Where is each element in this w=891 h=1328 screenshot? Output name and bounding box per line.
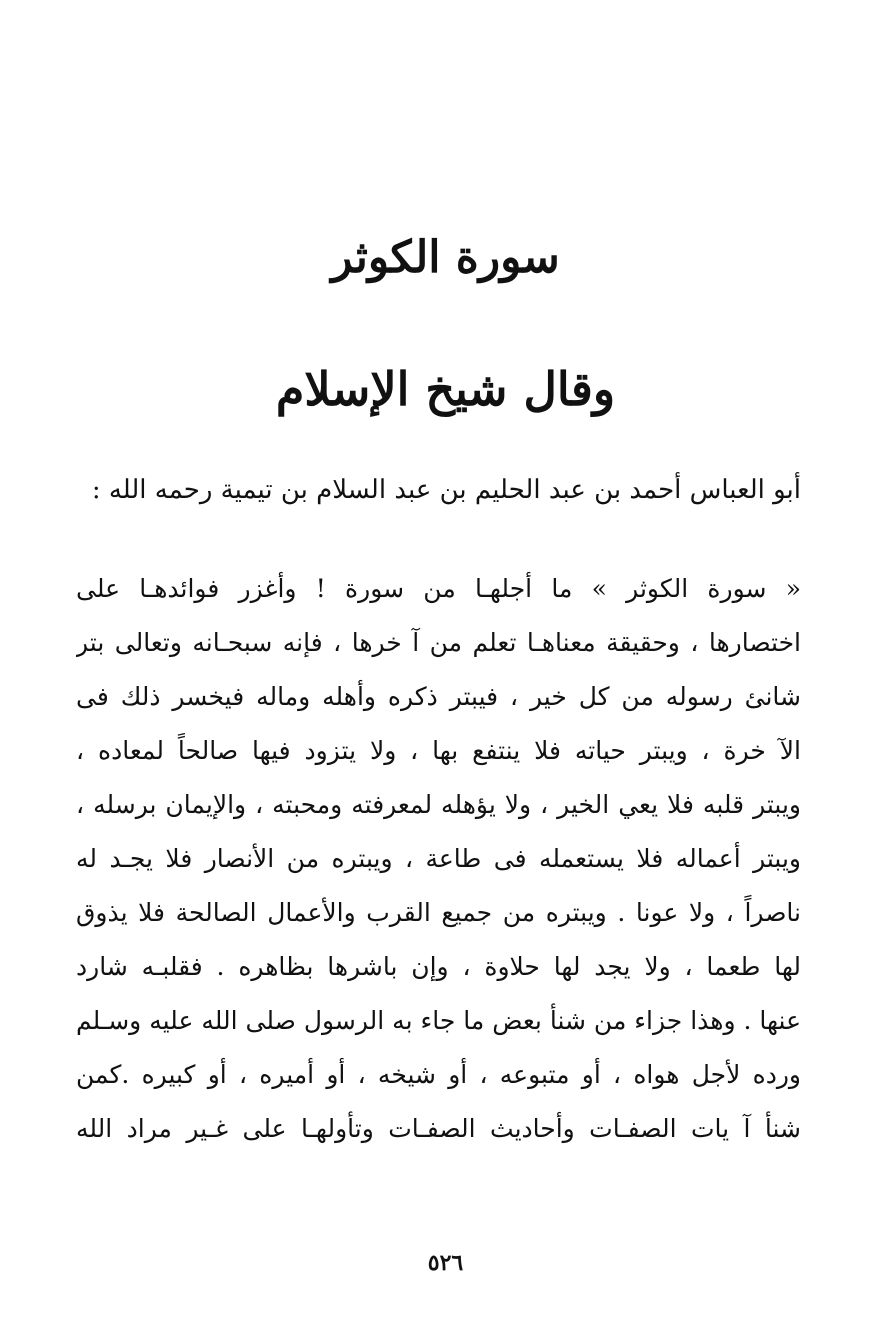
body-line: شانئ رسوله من كل خير ، فيبتر ذكره وأهله وماله فيخسر ذلك فى <box>76 682 801 711</box>
body-line: ورده لأجل هواه ، أو متبوعه ، أو شيخه ، أو أميره ، أو كبيره .كمن <box>76 1060 801 1089</box>
section-title: وقال شيخ الإسلام <box>275 362 616 416</box>
body-line: ويبتر أعماله فلا يستعمله فى طاعة ، ويبتره من الأنصار فلا يجـد له <box>76 844 801 873</box>
body-line: عنها . وهذا جزاء من شنأ بعض ما جاء به الرسول صلى الله عليه وسـلم <box>76 1006 801 1035</box>
body-line: الآ خرة ، ويبتر حياته فلا ينتفع بها ، ولا يتزود فيها صالحاً لمعاده ، <box>76 736 801 765</box>
body-text <box>76 562 801 1156</box>
surah-title: سورة الكوثر <box>331 232 560 283</box>
body-line: « سورة الكوثر » ما أجلهـا من سورة ! وأغزر فوائدهـا على <box>76 574 801 603</box>
body-line: اختصارها ، وحقيقة معناهـا تعلم من آ خرها ، فإنه سبحـانه وتعالى بتر <box>76 628 801 657</box>
page-number: ٥٢٦ <box>427 1250 464 1276</box>
body-line: ويبتر قلبه فلا يعي الخير ، ولا يؤهله لمعرفته ومحبته ، والإيمان برسله ، <box>76 790 801 819</box>
body-line: لها طعما ، ولا يجد لها حلاوة ، وإن باشرها بظاهره . فقلبـه شارد <box>76 952 801 981</box>
author-line: أبو العباس أحمد بن عبد الحليم بن عبد السلام بن تيمية رحمه الله : <box>91 475 801 505</box>
body-line: شنأ آ يات الصفـات وأحاديث الصفـات وتأولهـا على غـير مراد الله <box>76 1114 801 1143</box>
body-line: ناصراً ، ولا عونا . ويبتره من جميع القرب والأعمال الصالحة فلا يذوق <box>76 898 801 927</box>
